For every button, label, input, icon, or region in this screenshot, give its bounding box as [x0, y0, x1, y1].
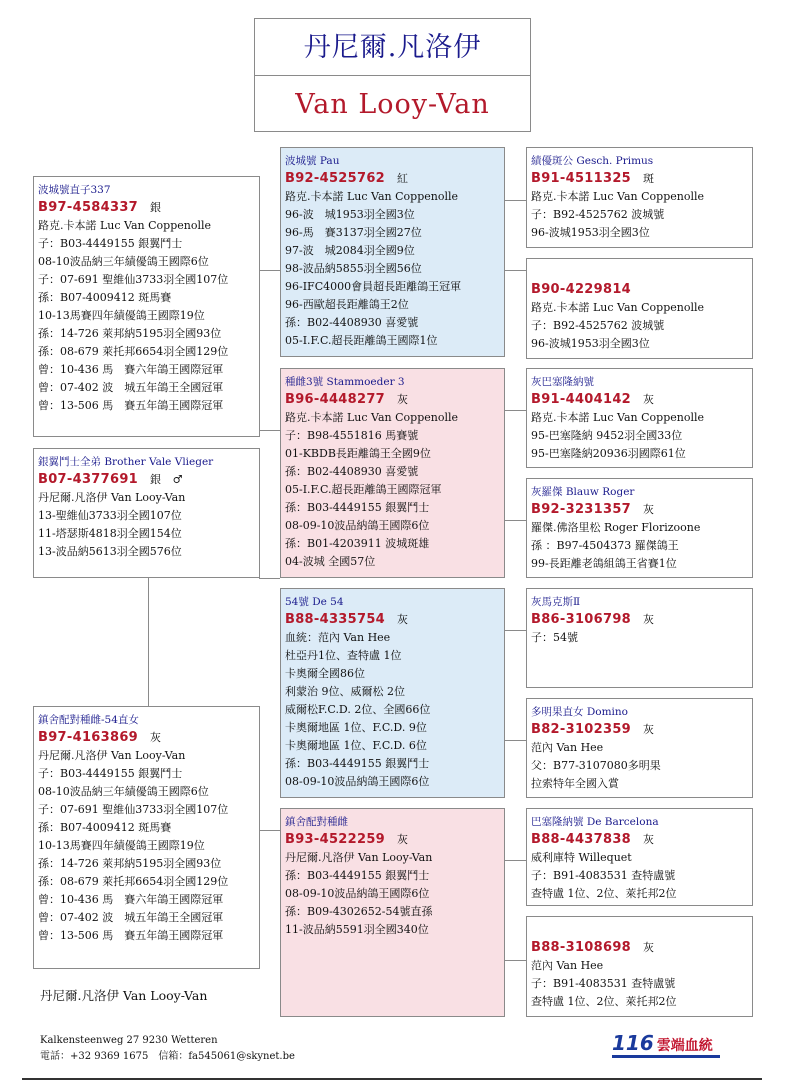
card-header: 多明果直女 Domino — [531, 706, 628, 718]
plumage-color: 灰 — [643, 833, 655, 846]
owner-chinese-name: 丹尼爾.凡洛伊 — [255, 19, 530, 76]
card-line: 孫：B03-4449155 銀翼鬥士 — [285, 501, 430, 514]
grandparent-card — [526, 368, 753, 468]
connector-line — [504, 520, 526, 521]
card-line: 查特盧 1位、2位、萊托邦2位 — [531, 887, 677, 900]
card-header: 54號 De 54 — [285, 596, 344, 608]
owner-english-name: Van Looy-Van — [295, 89, 490, 120]
card-line: 13-聖維仙3733羽全國107位 — [38, 509, 182, 522]
card-line: 11-塔瑟斯4818羽全國154位 — [38, 527, 182, 540]
card-line: 96-波城1953羽全國3位 — [531, 226, 650, 239]
card-header: 鎮舍配對種雌-54直女 — [38, 714, 139, 726]
ring-number: B92-4525762 紅 — [285, 171, 409, 186]
card-line: 孫：14-726 萊邦納5195羽全國93位 — [38, 327, 222, 340]
ring-number: B97-4584337 銀 — [38, 200, 162, 215]
card-line: 01-KBDB長距離鴿王全國9位 — [285, 447, 431, 460]
card-line: 孫：B01-4203911 波城斑雄 — [285, 537, 430, 550]
card-line: 子：B03-4449155 銀翼鬥士 — [38, 767, 183, 780]
card-line: 96-IFC4000會員超長距離鴿王冠軍 — [285, 280, 462, 293]
connector-line — [504, 630, 526, 631]
ring-number: B91-4511325 斑 — [531, 171, 655, 186]
card-line: 孫：B09-4302652-54號直孫 — [285, 905, 433, 918]
card-line: 子：07-691 聖維仙3733羽全國107位 — [38, 273, 229, 286]
plumage-color: 灰 — [150, 731, 162, 744]
card-line: 拉索特年全國入賞 — [531, 777, 619, 790]
card-line: 96-西歐超長距離鴿王2位 — [285, 298, 409, 311]
card-line: 05-I.F.C.超長距離鴿王國際1位 — [285, 334, 438, 347]
plumage-color: 灰 — [643, 723, 655, 736]
ring-number: B90-4229814 — [531, 282, 632, 297]
card-line: 96-波城1953羽全國3位 — [531, 337, 650, 350]
card-line: 子：B92-4525762 波城號 — [531, 319, 665, 332]
card-line: 卡奧爾全國86位 — [285, 667, 365, 680]
plumage-color: 灰 — [397, 393, 409, 406]
ring-number: B88-4437838 灰 — [531, 832, 655, 847]
card-header — [531, 921, 749, 939]
card-line: 范內 Van Hee — [531, 959, 604, 972]
card-line: 利蒙治 9位、威爾松 2位 — [285, 685, 405, 698]
card-line: 孫：B02-4408930 喜愛號 — [285, 316, 419, 329]
bottom-divider — [22, 1078, 762, 1080]
subject-card — [33, 448, 260, 578]
card-line: 杜亞丹1位、查特盧 1位 — [285, 649, 402, 662]
card-line: 子：07-691 聖維仙3733羽全國107位 — [38, 803, 229, 816]
parent-card-sire-sire — [280, 147, 505, 357]
card-line: 08-10波品納三年績優鴿王國際6位 — [38, 255, 209, 268]
connector-line — [504, 270, 526, 271]
owner-signature: 丹尼爾.凡洛伊 Van Looy-Van — [40, 988, 208, 1003]
sire-card — [33, 176, 260, 437]
card-line: 08-09-10波品納鴿王國際6位 — [285, 887, 430, 900]
card-line: 11-波品納5591羽全國340位 — [285, 923, 429, 936]
ring-number: B96-4448277 灰 — [285, 392, 409, 407]
card-line: 孫：B03-4449155 銀翼鬥士 — [285, 757, 430, 770]
card-header: 巴塞隆納號 De Barcelona — [531, 816, 659, 828]
card-line: 曾：13-506 馬 賽五年鴿王國際冠軍 — [38, 929, 224, 942]
card-line: 子：B92-4525762 波城號 — [531, 208, 665, 221]
grandparent-card — [526, 258, 753, 359]
grandparent-card — [526, 588, 753, 688]
card-line: 羅傑.佛洛里松 Roger Florizoone — [531, 521, 701, 534]
card-line: 曾：10-436 馬 賽六年鴿王國際冠軍 — [38, 893, 224, 906]
grandparent-card — [526, 698, 753, 798]
ring-number: B88-4335754 灰 — [285, 612, 409, 627]
connector-line — [259, 830, 280, 831]
connector-line — [504, 410, 526, 411]
card-line: 丹尼爾.凡洛伊 Van Looy-Van — [285, 851, 433, 864]
card-line: 曾：07-402 波 城五年鴿王全國冠軍 — [38, 911, 224, 924]
connector-line — [259, 578, 280, 579]
plumage-color: 灰 — [643, 393, 655, 406]
card-line: 路克.卡本諾 Luc Van Coppenolle — [531, 190, 704, 203]
connector-line — [504, 200, 526, 201]
card-header: 銀翼鬥士全弟 Brother Vale Vlieger — [38, 456, 214, 468]
logo-text: 雲端血統 — [656, 1038, 713, 1054]
parent-card-dam-dam — [280, 808, 505, 1017]
plumage-color: 灰 — [643, 941, 655, 954]
card-line: 孫：B07-4009412 斑馬賽 — [38, 821, 172, 834]
card-header: 灰馬克斯Ⅱ — [531, 596, 581, 608]
card-line: 96-波 城1953羽全國3位 — [285, 208, 415, 221]
card-line: 10-13馬賽四年績優鴿王國際19位 — [38, 839, 205, 852]
card-line: 丹尼爾.凡洛伊 Van Looy-Van — [38, 749, 186, 762]
plumage-color: 紅 — [397, 172, 409, 185]
card-line: 血統：范內 Van Hee — [285, 631, 391, 644]
card-line: 卡奧爾地區 1位、F.C.D. 6位 — [285, 739, 427, 752]
ring-number: B92-3231357 灰 — [531, 502, 655, 517]
address-line: Kalkensteenweg 27 9230 Wetteren — [40, 1035, 218, 1046]
connector-line — [504, 860, 526, 861]
card-line: 子：B03-4449155 銀翼鬥士 — [38, 237, 183, 250]
card-header: 波城號 Pau — [285, 155, 340, 167]
card-line: 98-波品納5855羽全國56位 — [285, 262, 422, 275]
ring-number: B88-3108698 灰 — [531, 940, 655, 955]
card-line: 子：B98-4551816 馬賽號 — [285, 429, 419, 442]
plumage-color: 銀 — [150, 201, 162, 214]
card-line: 子：B91-4083531 查特盧號 — [531, 977, 676, 990]
card-line: 13-波品納5613羽全國576位 — [38, 545, 182, 558]
plumage-color: 銀 ♂ — [150, 473, 183, 486]
card-header: 灰巴塞隆納號 — [531, 376, 594, 388]
card-header: 鎮舍配對種雌 — [285, 816, 348, 828]
phone-email-line: 電話：+32 9369 1675 信箱：fa545061@skynet.be — [40, 1051, 295, 1062]
ring-number: B93-4522259 灰 — [285, 832, 409, 847]
card-line: 查特盧 1位、2位、萊托邦2位 — [531, 995, 677, 1008]
connector-line — [504, 960, 526, 961]
ring-number: B97-4163869 灰 — [38, 730, 162, 745]
card-line: 96-馬 賽3137羽全國27位 — [285, 226, 422, 239]
card-header: 種雌3號 Stammoeder 3 — [285, 376, 405, 388]
card-line: 05-I.F.C.超長距離鴿王國際冠軍 — [285, 483, 442, 496]
grandparent-card — [526, 916, 753, 1017]
card-header: 灰羅傑 Blauw Roger — [531, 486, 635, 498]
card-line: 10-13馬賽四年績優鴿王國際19位 — [38, 309, 205, 322]
card-line: 95-巴塞隆納 9452羽全國33位 — [531, 429, 683, 442]
card-header: 績優斑公 Gesch. Primus — [531, 155, 654, 167]
card-line: 95-巴塞隆納20936羽國際61位 — [531, 447, 686, 460]
card-line: 孫：08-679 萊托邦6654羽全國129位 — [38, 875, 229, 888]
card-line: 路克.卡本諾 Luc Van Coppenolle — [531, 301, 704, 314]
logo-underline — [612, 1055, 720, 1058]
ring-number: B91-4404142 灰 — [531, 392, 655, 407]
card-line: 孫：B02-4408930 喜愛號 — [285, 465, 419, 478]
plumage-color: 斑 — [643, 172, 655, 185]
plumage-color: 灰 — [397, 613, 409, 626]
card-line: 08-10波品納三年績優鴿王國際6位 — [38, 785, 209, 798]
card-line: 曾：07-402 波 城五年鴿王全國冠軍 — [38, 381, 224, 394]
card-line: 孫：08-679 萊托邦6654羽全國129位 — [38, 345, 229, 358]
contact-info — [40, 1033, 295, 1065]
parent-card-dam-sire — [280, 588, 505, 798]
card-line: 子：54號 — [531, 631, 578, 644]
pedigree-title-block — [254, 18, 531, 132]
plumage-color: 灰 — [643, 613, 655, 626]
card-line: 威利庫特 Willequet — [531, 851, 632, 864]
card-header: 波城號直子337 — [38, 184, 111, 196]
brand-logo — [612, 1031, 713, 1055]
card-line: 威爾松F.C.D. 2位、全國66位 — [285, 703, 431, 716]
card-line: 孫 ：B97-4504373 羅傑鴿王 — [531, 539, 679, 552]
connector-line — [259, 430, 280, 431]
card-line: 孫：B07-4009412 斑馬賽 — [38, 291, 172, 304]
grandparent-card — [526, 478, 753, 578]
ring-number: B07-4377691 銀 ♂ — [38, 472, 183, 487]
card-line: 卡奧爾地區 1位、F.C.D. 9位 — [285, 721, 427, 734]
card-line: 路克.卡本諾 Luc Van Coppenolle — [285, 190, 458, 203]
card-line: 曾：10-436 馬 賽六年鴿王國際冠軍 — [38, 363, 224, 376]
card-line: 丹尼爾.凡洛伊 Van Looy-Van — [38, 491, 186, 504]
card-header — [531, 263, 749, 281]
plumage-color: 灰 — [643, 503, 655, 516]
ring-number: B86-3106798 灰 — [531, 612, 655, 627]
card-line: 97-波 城2084羽全國9位 — [285, 244, 415, 257]
card-line: 路克.卡本諾 Luc Van Coppenolle — [285, 411, 458, 424]
card-line: 04-波城 全國57位 — [285, 555, 376, 568]
logo-number: 116 — [612, 1031, 654, 1055]
grandparent-card — [526, 808, 753, 906]
card-line: 08-09-10波品納鴿王國際6位 — [285, 775, 430, 788]
dam-card — [33, 706, 260, 969]
card-line: 曾：13-506 馬 賽五年鴿王國際冠軍 — [38, 399, 224, 412]
connector-line — [259, 270, 280, 271]
card-line: 路克.卡本諾 Luc Van Coppenolle — [531, 411, 704, 424]
grandparent-card — [526, 147, 753, 248]
card-line: 范內 Van Hee — [531, 741, 604, 754]
card-line: 父：B77-3107080多明果 — [531, 759, 661, 772]
card-line: 08-09-10波品納鴿王國際6位 — [285, 519, 430, 532]
card-line: 99-長距離老鴿組鴿王省賽1位 — [531, 557, 677, 570]
parent-card-sire-dam — [280, 368, 505, 578]
ring-number: B82-3102359 灰 — [531, 722, 655, 737]
card-line: 孫：B03-4449155 銀翼鬥士 — [285, 869, 430, 882]
card-line: 孫：14-726 萊邦納5195羽全國93位 — [38, 857, 222, 870]
card-line: 子：B91-4083531 查特盧號 — [531, 869, 676, 882]
card-line: 路克.卡本諾 Luc Van Coppenolle — [38, 219, 211, 232]
plumage-color: 灰 — [397, 833, 409, 846]
connector-line — [504, 740, 526, 741]
